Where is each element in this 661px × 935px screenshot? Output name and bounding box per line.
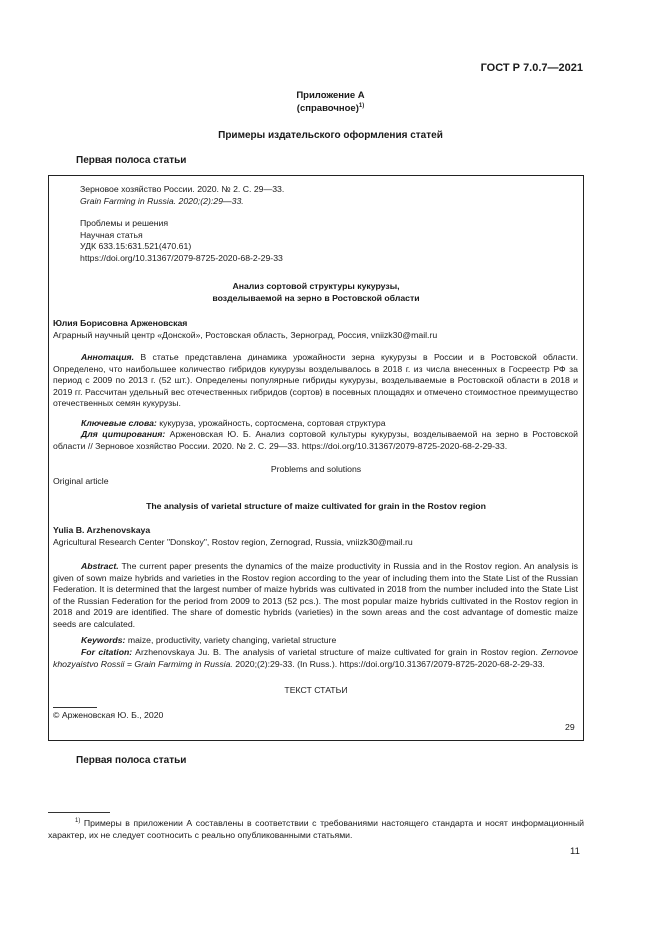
cite-ru-label: Для цитирования: [81,429,166,439]
keywords-ru-text: кукуруза, урожайность, сортосмена, сортовая структура [159,418,386,428]
abstract-ru-label: Аннотация. [81,352,135,362]
cite-en-label: For citation: [81,647,133,657]
appendix-heading: Примеры издательского оформления статей [218,130,443,141]
footnote [48,815,584,841]
type-en: Original article [53,476,109,486]
rubric: Проблемы и решения [80,218,169,228]
article-type: Научная статья [80,229,143,240]
keywords-ru [81,418,386,430]
title-ru-line2: возделываемой на зерно в Ростовской области [212,292,420,303]
affiliation-ru: Аграрный научный центр «Донской», Ростовская область, Зерноград, Россия, vniizk30@mail.ru [53,330,438,340]
cite-ru [53,429,578,452]
title-ru-line1: Анализ сортовой структуры кукурузы, [232,281,400,291]
keywords-en [81,635,336,647]
author-en: Yulia B. Arzhenovskaya [53,525,151,535]
keywords-ru-label: Ключевые слова: [81,418,157,428]
footnote-rule [48,812,110,813]
keywords-en-label: Keywords: [81,635,126,645]
section-label-first: Первая полоса статьи [76,155,187,166]
cite-en [53,647,578,670]
title-en: The analysis of varietal structure of maize cultivated for grain in the Rostov region [146,501,486,511]
cite-en-post: 2020;(2):29-33. (In Russ.). https://doi.org/10.31367/2079-8725-2020-68-2-29-33. [235,658,545,669]
doi[interactable]: https://doi.org/10.31367/2079-8725-2020-68-2-29-33 [80,252,283,263]
rubric-en: Problems and solutions [270,464,362,474]
abstract-ru-text: В статье представлена динамика урожайности зерна кукурузы в России и в Ростовской области. Определено, что наибольшее количество гибридов кукурузы возделывалось в 2018 г. из числа внесенных в Госреестр РФ за период с 2009 по 2013 г. (52 шт.). Определены популярные гибриды кукурузы, возделываемые в Ростовской области в 2018 и 2019 гг. Рассчитан удельный вес отечественных гибридов (сортов) в посевных площадях и отмечено стоимостное преимущество отечественных семян кукурузы. [53,352,578,408]
page-number: 11 [570,846,580,857]
copyright-rule [53,707,97,708]
affiliation-en: Agricultural Research Center "Donskoy", Rostov region, Zernograd, Russia, vniizk30@mail.ru [53,537,413,547]
article-meta [80,184,480,264]
article-page-number: 29 [565,722,575,732]
citation-ru: Зерновое хозяйство России. 2020. № 2. С. 29—33. [80,184,285,194]
appendix-subtitle-line [0,103,661,114]
copyright: © Арженовская Ю. Б., 2020 [53,710,164,720]
appendix-title: Приложение А [296,90,365,101]
footnote-text: Примеры в приложении А составлены в соответствии с требованиями настоящего стандарта и носят информационный характер, их не следует соотносить с реально опубликованными статьями. [48,817,584,840]
author-ru: Юлия Борисовна Арженовская [53,318,188,328]
footnote-mark: 1) [75,818,81,824]
cite-en-journal: Zernovoe khozyaistvo Rossii = Grain Farmimg in Russia. [53,647,578,669]
appendix-subtitle: (справочное) [296,103,359,115]
citation-en: Grain Farming in Russia. 2020;(2):29—33. [80,195,244,206]
udc: УДК 633.15:631.521(470.61) [80,241,192,251]
cite-ru-text: Арженовская Ю. Б. Анализ сортовой культуры кукурузы, возделываемой на зерно в Ростовской области // Зерновое хозяйство России. 2020. № 2. С. 29—33. https://doi.org/10.31367/2079-8725-2020-68-2-29-33. [53,429,578,451]
standard-header: ГОСТ Р 7.0.7—2021 [480,62,583,74]
abstract-en [53,561,578,630]
section-label-second: Первая полоса статьи [76,755,187,766]
abstract-en-text: The current paper presents the dynamics of the maize productivity in Russia and in the Rostov region. An analysis is given of sown maize hybrids and varieties in the Rostov region according to the year of including them into the State List of the Russian Federation. It is determined that the largest number of maize hybrids was cultivated in 2018 from the number included into the State List of the Russian Federation for the period from 2009 to 2013 (52 pcs.). The most popular maize hybrids cultivated in the Rostov region in 2018 and 2019 are identified. The share of domestic hybrids (varieties) in the sown areas and the cost advantage of domestic maize seeds are calculated. [53,561,578,629]
cite-en-pre: Arzhenovskaya Ju. B. The analysis of varietal structure of maize cultivated for grain in Rostov region. [135,647,538,657]
abstract-en-label: Abstract. [81,561,119,571]
abstract-ru [53,352,578,410]
keywords-en-text: maize, productivity, variety changing, varietal structure [127,635,337,645]
appendix-footnote-ref: 1) [358,103,365,109]
title-ru [48,281,584,304]
body-placeholder: ТЕКСТ СТАТЬИ [284,685,348,695]
